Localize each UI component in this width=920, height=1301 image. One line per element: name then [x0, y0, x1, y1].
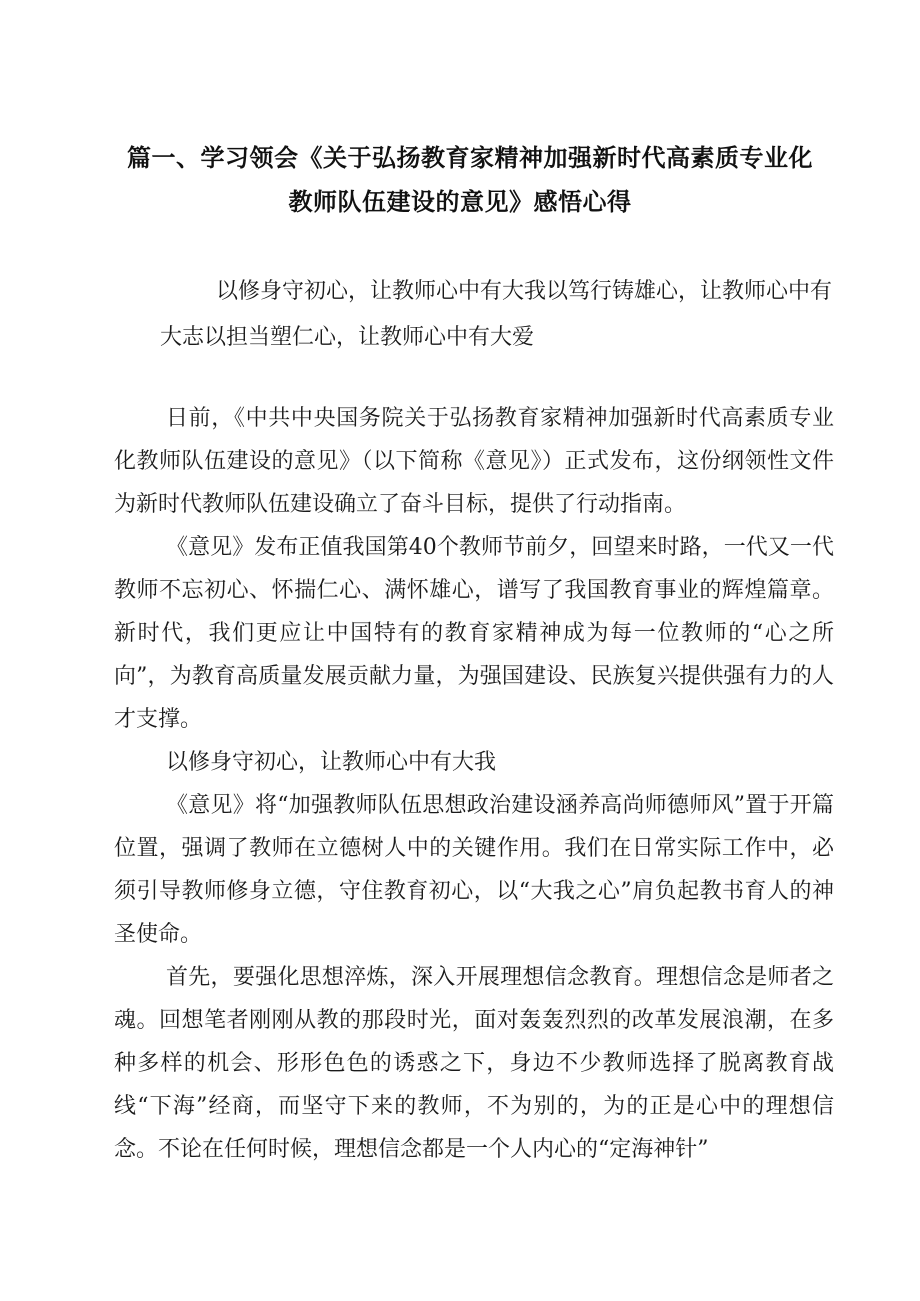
paragraph-section-intro: 《意见》将“加强教师队伍思想政治建设涵养高尚师德师风”置于开篇位置，强调了教师在立德树人中的关键作用。我们在日常实际工作中，必须引导教师修身立德，守住教育初心，以“大我之心”肩负起教书育人的神圣使命。 — [114, 793, 834, 947]
paragraph-background: 《意见》发布正值我国第40个教师节前夕，回望来时路，一代又一代教师不忘初心、怀揣仁心、满怀雄心，谱写了我国教育事业的辉煌篇章。新时代，我们更应让中国特有的教育家精神成为每一位教师的“心之所向”，为教育高质量发展贡献力量，为强国建设、民族复兴提供强有力的人才支撑。 — [114, 535, 834, 732]
paragraph-first-point: 首先，要强化思想淬炼，深入开展理想信念教育。理想信念是师者之魂。回想笔者刚刚从教的那段时光，面对轰轰烈烈的改革发展浪潮，在多种多样的机会、形形色色的诱惑之下，身边不少教师选择了脱离教育战线“下海”经商，而坚守下来的教师，不为别的，为的正是心中的理想信念。不论在任何时候，理想信念都是一个人内心的“定海神针” — [114, 965, 834, 1162]
document-title-line-2: 教师队伍建设的意见》感悟心得 — [288, 188, 632, 216]
paragraph-intro: 日前，《中共中央国务院关于弘扬教育家精神加强新时代高素质专业化教师队伍建设的意见》（以下简称《意见》）正式发布，这份纲领性文件为新时代教师队伍建设确立了奋斗目标，提供了行动指南。 — [114, 406, 834, 517]
document-subtitle — [160, 269, 840, 361]
document-body — [114, 397, 834, 1171]
subtitle-text: 以修身守初心，让教师心中有大我以笃行铸雄心，让教师心中有大志以担当塑仁心，让教师心中有大爱 — [160, 279, 833, 350]
section-heading: 以修身守初心，让教师心中有大我 — [166, 750, 497, 775]
document-title-line-1: 篇一、学习领会《关于弘扬教育家精神加强新时代高素质专业化 — [127, 144, 813, 172]
